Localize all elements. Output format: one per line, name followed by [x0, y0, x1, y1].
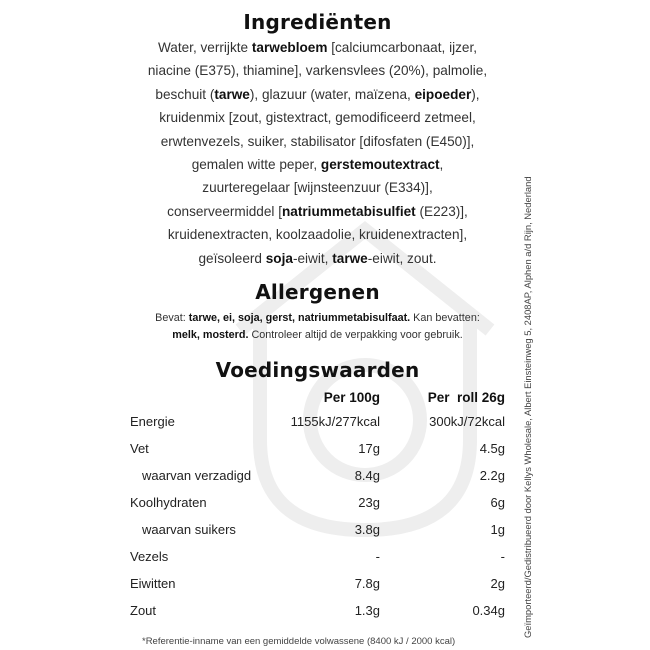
ingredients-bold-text: eipoeder	[414, 86, 472, 102]
ingredients-text: Water, verrijkte	[157, 40, 252, 55]
ingredients-text: beschuit (	[155, 86, 215, 102]
value-per-roll: -	[500, 549, 505, 565]
nutrient-label: Koolhydraten	[130, 495, 207, 511]
nutrition-row	[130, 435, 505, 462]
ingredients-text: ),	[471, 86, 480, 102]
nutrient-label: Vet	[130, 441, 149, 457]
nutrient-label: Zout	[130, 603, 157, 619]
allergens-text	[130, 310, 505, 344]
value-per-100g: 3.8g	[354, 522, 380, 538]
ingredients-text: (E223)],	[415, 203, 468, 219]
value-per-roll: 0.34g	[472, 603, 505, 619]
nutrition-table	[130, 386, 505, 647]
nutrient-label: Energie	[130, 414, 175, 430]
nutrition-rows	[130, 408, 505, 624]
value-per-roll: 1g	[490, 522, 505, 538]
ingredients-text	[130, 36, 505, 270]
ingredients-text: -eiwit,	[292, 250, 333, 266]
column-per-100g: Per 100g	[323, 389, 380, 405]
ingredients-bold-text: tarwe	[332, 250, 368, 266]
value-per-100g: 1.3g	[354, 603, 380, 619]
ingredients-text: erwtenvezels, suiker, stabilisator [difosfaten (E450)],	[160, 133, 475, 149]
ingredients-text: ,	[439, 157, 444, 173]
ingredients-text: zuurteregelaar [wijnsteenzuur (E334)],	[202, 180, 433, 196]
allergens-text: Kan bevatten:	[410, 312, 480, 325]
nutrition-row	[130, 543, 505, 570]
nutrition-title: Voedingswaarden	[215, 358, 420, 383]
ingredients-line	[130, 223, 505, 246]
column-per-roll: Per roll 26g	[427, 389, 505, 405]
ingredients-bold-text: soja	[265, 250, 293, 266]
ingredients-title: Ingrediënten	[243, 10, 392, 34]
allergens-line	[130, 327, 505, 344]
ingredients-text: gemalen witte peper,	[191, 157, 321, 173]
nutrient-label: Vezels	[130, 549, 169, 565]
nutrient-label: Eiwitten	[130, 576, 176, 592]
ingredients-line	[130, 130, 505, 153]
ingredients-line	[130, 153, 505, 176]
value-per-roll: 2.2g	[479, 468, 505, 484]
ingredients-line	[130, 59, 505, 82]
value-per-100g: 23g	[358, 495, 380, 511]
nutrition-header	[130, 386, 505, 408]
value-per-roll: 4.5g	[479, 441, 505, 457]
ingredients-line	[130, 200, 505, 223]
reference-footnote: *Referentie-inname van een gemiddelde volwassene (8400 kJ / 2000 kcal)	[142, 636, 456, 648]
ingredients-text: ), glazuur (water, maïzena,	[249, 86, 415, 102]
ingredients-bold-text: gerstemoutextract	[320, 157, 440, 173]
allergens-title: Allergenen	[255, 280, 380, 305]
nutrition-row	[130, 462, 505, 489]
value-per-100g: -	[375, 549, 380, 565]
ingredients-line	[130, 83, 505, 106]
ingredients-bold-text: tarwe	[214, 86, 250, 102]
value-per-100g: 1155kJ/277kcal	[290, 414, 380, 430]
ingredients-line	[130, 247, 505, 270]
ingredients-text: kruidenextracten, koolzaadolie, kruidenextracten],	[167, 227, 468, 243]
value-per-roll: 2g	[490, 576, 505, 592]
label-content	[130, 10, 505, 647]
nutrient-label: waarvan verzadigd	[142, 468, 252, 484]
ingredients-text: geïsoleerd	[198, 250, 266, 266]
value-per-roll: 6g	[490, 495, 505, 511]
nutrition-row	[130, 570, 505, 597]
allergens-line	[130, 310, 505, 327]
ingredients-line	[130, 36, 505, 59]
nutrition-row	[130, 489, 505, 516]
ingredients-text: [calciumcarbonaat, ijzer,	[327, 40, 478, 55]
allergens-text: Bevat:	[155, 312, 189, 325]
allergens-bold-text: tarwe, ei, soja, gerst, natriummetabisulfaat.	[188, 312, 411, 325]
ingredients-line	[130, 176, 505, 199]
value-per-100g: 8.4g	[354, 468, 380, 484]
ingredients-text: -eiwit, zout.	[367, 250, 437, 266]
nutrient-label: waarvan suikers	[142, 522, 236, 538]
importer-text: Geïmporteerd/Gedistribueerd door Kellys Wholesale, Albert Einsteinweg 5, 2408AP, Alphen a/d Rijn, Nederland	[522, 176, 533, 638]
ingredients-line	[130, 106, 505, 129]
nutrition-row	[130, 597, 505, 624]
ingredients-text: conserveermiddel [	[167, 203, 282, 219]
ingredients-bold-text: tarwebloem	[251, 40, 328, 55]
allergens-text: Controleer altijd de verpakking voor gebruik.	[248, 329, 463, 342]
value-per-roll: 300kJ/72kcal	[429, 414, 505, 430]
allergens-bold-text: melk, mosterd.	[172, 329, 249, 342]
nutrition-row	[130, 408, 505, 435]
ingredients-bold-text: natriummetabisulfiet	[282, 203, 416, 219]
ingredients-text: niacine (E375), thiamine], varkensvlees (20%), palmolie,	[147, 63, 488, 79]
ingredients-text: kruidenmix [zout, gistextract, gemodificeerd zetmeel,	[159, 110, 476, 126]
value-per-100g: 7.8g	[354, 576, 380, 592]
nutrition-row	[130, 516, 505, 543]
value-per-100g: 17g	[358, 441, 380, 457]
